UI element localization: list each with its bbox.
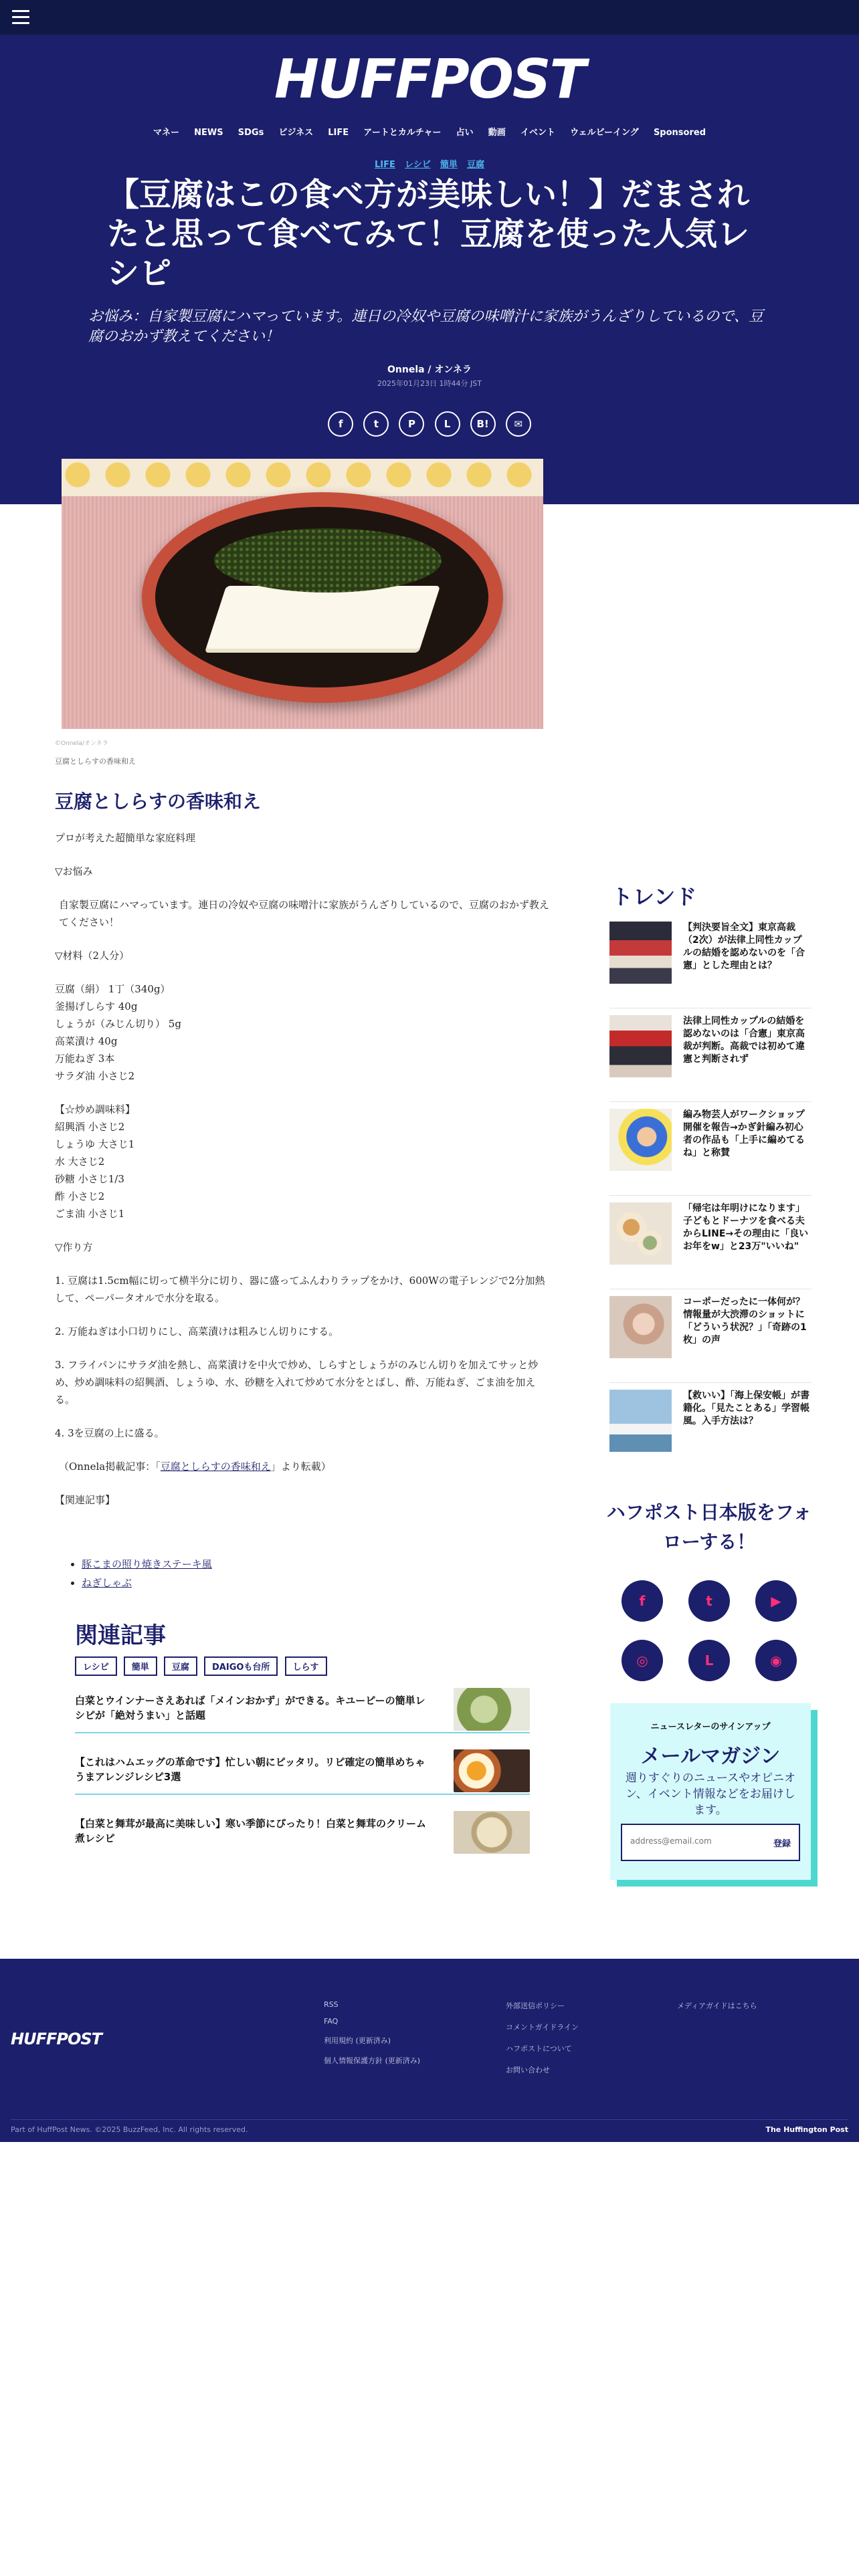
nav-item[interactable]: マネー xyxy=(153,128,179,138)
trend-item[interactable] xyxy=(609,922,812,1008)
article-body xyxy=(55,829,550,1509)
hatena-icon[interactable]: B! xyxy=(470,411,496,437)
facebook-icon[interactable]: f xyxy=(622,1580,663,1622)
article-headline: 【豆腐はこの食べ方が美味しい！】だまされたと思って食べてみて！豆腐を使った人気レシピ xyxy=(107,176,750,292)
footer-link[interactable]: コメントガイドライン xyxy=(506,2023,579,2032)
nav-item[interactable]: 占い xyxy=(456,128,474,138)
step-item: 3. フライパンにサラダ油を熱し、高菜漬けを中火で炒め、しらすとしょうがのみじん切りを加えてサッと炒め、炒め調味料の紹興酒、しょうゆ、水、砂糖を入れて炒めて水分をとばし、酢、万能ねぎ、ごま油を加える。 xyxy=(55,1359,539,1406)
trend-thumbnail[interactable] xyxy=(609,1390,672,1452)
pinterest-icon[interactable]: P xyxy=(399,411,424,437)
footer-link[interactable]: 外部送信ポリシー xyxy=(506,2002,565,2010)
instagram-icon[interactable]: ◎ xyxy=(622,1640,663,1681)
newsletter-description: 週りすぐりのニュースやオピニオン、イベント情報などをお届けします。 xyxy=(625,1772,796,1817)
tag-link[interactable]: レシピ xyxy=(405,160,431,170)
footer-link[interactable]: 利用規約 (更新済み) xyxy=(324,2036,391,2045)
step-item: 2. 万能ねぎは小口切りにし、高菜漬けは粗みじん切りにする。 xyxy=(55,1325,339,1337)
podcast-icon[interactable]: ◉ xyxy=(755,1640,797,1681)
publish-date: 2025年01月23日 1時44分 JST xyxy=(377,379,482,388)
topic-chip[interactable]: DAIGOも台所 xyxy=(204,1656,278,1676)
related-item-title[interactable]: 【白菜と舞茸が最高に美味しい】寒い季節にぴったり！白菜と舞茸のクリーム煮レシピ xyxy=(75,1818,427,1844)
seasoning-item: 砂糖 小さじ1/3 xyxy=(55,1173,124,1185)
article-photo xyxy=(62,459,543,729)
footer-link[interactable]: ハフポストについて xyxy=(506,2044,572,2053)
trend-thumbnail[interactable] xyxy=(609,1202,672,1265)
main-nav xyxy=(0,125,859,138)
nav-item[interactable]: 動画 xyxy=(488,128,506,138)
related-item[interactable] xyxy=(75,1811,530,1856)
photo-caption: 豆腐としらすの香味和え xyxy=(55,757,136,766)
hamburger-icon[interactable] xyxy=(12,10,31,25)
nav-item[interactable]: SDGs xyxy=(237,128,264,138)
related-thumbnail[interactable] xyxy=(454,1688,530,1731)
footer-link[interactable]: FAQ xyxy=(324,2017,339,2026)
seasoning-item: 酢 小さじ2 xyxy=(55,1190,105,1202)
trend-item-title[interactable]: 「帰宅は年明けになります」子どもとドーナツを食べる夫からLINE→その理由に「良いお年をw」と23万"いいね" xyxy=(683,1203,809,1252)
trend-thumbnail[interactable] xyxy=(609,1015,672,1077)
trend-item-title[interactable]: 【判決要旨全文】東京高裁（2次）が法律上同性カップルの結婚を認めないのを「合憲」とした理由とは？ xyxy=(683,922,805,971)
related-thumbnail[interactable] xyxy=(454,1811,530,1854)
topic-chip[interactable]: 豆腐 xyxy=(164,1656,197,1676)
seasoning-item: ごま油 小さじ1 xyxy=(55,1208,125,1220)
line-icon[interactable]: L xyxy=(688,1640,730,1681)
worry-text: 自家製豆腐にハマっています。連日の冷奴や豆腐の味噌汁に家族がうんざりしているので、豆腐のおかず教えてください！ xyxy=(59,899,549,928)
seasoning-item: しょうゆ 大さじ1 xyxy=(55,1138,135,1150)
tag-link[interactable]: 豆腐 xyxy=(467,160,485,170)
subscribe-button[interactable]: 登録 xyxy=(773,1839,791,1849)
related-link[interactable]: 豚こまの照り焼きステーキ風 xyxy=(82,1558,212,1570)
trend-item[interactable] xyxy=(609,1296,812,1383)
trend-title: トレンド xyxy=(611,884,697,909)
nav-item[interactable]: ビジネス xyxy=(278,128,314,138)
source-link[interactable]: 豆腐としらすの香味和え xyxy=(160,1461,271,1473)
related-link-list xyxy=(68,1555,212,1592)
intro-text: プロが考えた超簡単な家庭料理 xyxy=(55,832,196,844)
nav-item[interactable]: LIFE xyxy=(328,128,349,138)
footer-brand[interactable]: The Huffington Post xyxy=(765,2125,848,2134)
related-item[interactable] xyxy=(75,1688,530,1733)
tag-link[interactable]: 簡単 xyxy=(440,160,458,170)
related-link[interactable]: ねぎしゃぶ xyxy=(82,1577,132,1589)
ingredient-item: 釜揚げしらす 40g xyxy=(55,1000,138,1012)
step-item: 1. 豆腐は1.5cm幅に切って横半分に切り、器に盛ってふんわりラップをかけ、600Wの電子レンジで2分加熱して、ペーパータオルで水分を取る。 xyxy=(55,1275,545,1304)
topic-chips xyxy=(75,1656,530,1676)
footer-logo[interactable]: HUFFPOST xyxy=(11,2030,102,2048)
related-item[interactable] xyxy=(75,1749,530,1795)
source-line: （Onnela掲載記事：「豆腐としらすの香味和え」より転載） xyxy=(59,1461,331,1473)
trend-item[interactable] xyxy=(609,1390,812,1477)
facebook-icon[interactable]: f xyxy=(328,411,353,437)
newsletter-form xyxy=(621,1824,800,1861)
article-subhead: お悩み：自家製豆腐にハマっています。連日の冷奴や豆腐の味噌汁に家族がうんざりしているので、豆腐のおかず教えてください！ xyxy=(88,308,763,345)
newsletter-title: メールマガジン xyxy=(640,1745,781,1768)
footer-link[interactable]: メディアガイドはこちら xyxy=(677,2002,757,2010)
author-name[interactable]: Onnela / オンネラ xyxy=(387,364,472,375)
trend-item[interactable] xyxy=(609,1015,812,1102)
worry-heading: ▽お悩み xyxy=(55,865,93,877)
site-logo[interactable]: HUFFPOST xyxy=(274,48,585,110)
ingredient-item: サラダ油 小さじ2 xyxy=(55,1070,135,1082)
footer-link[interactable]: お問い合わせ xyxy=(506,2066,550,2074)
ingredient-item: 高菜漬け 40g xyxy=(55,1035,118,1047)
twitter-icon[interactable]: t xyxy=(363,411,389,437)
step-item: 4. 3を豆腐の上に盛る。 xyxy=(55,1427,165,1439)
footer-link[interactable]: RSS xyxy=(324,2000,339,2009)
follow-title: ハフポスト日本版をフォローする！ xyxy=(606,1501,812,1553)
trend-item-title[interactable]: 【救いい】「海上保安帳」が書籍化。「見たことある」学習帳風。入手方法は？ xyxy=(683,1390,809,1426)
ingredient-item: 万能ねぎ 3本 xyxy=(55,1053,115,1065)
seasoning-item: 紹興酒 小さじ2 xyxy=(55,1121,125,1133)
site-footer xyxy=(0,1959,859,2142)
email-field[interactable] xyxy=(630,1836,751,1846)
trend-item-title[interactable]: 法律上同性カップルの結婚を認めないのは「合憲」東京高裁が判断。高裁では初めて違憲と判断されず xyxy=(683,1016,805,1065)
related-item-title[interactable]: 【これはハムエッグの革命です】忙しい朝にピッタリ。リピ確定の簡単めちゃうまアレンジレシピ3選 xyxy=(75,1756,425,1783)
ingredient-item: 豆腐（絹） 1丁（340g） xyxy=(55,983,171,995)
ingredients-heading: ▽材料（2人分） xyxy=(55,950,130,962)
related-thumbnail[interactable] xyxy=(454,1749,530,1792)
trend-thumbnail[interactable] xyxy=(609,1296,672,1358)
copyright: Part of HuffPost News. ©2025 BuzzFeed, Inc. All rights reserved. xyxy=(11,2125,248,2134)
nav-item[interactable]: アートとカルチャー xyxy=(363,128,442,138)
newsletter-box xyxy=(610,1703,811,1880)
article-hero xyxy=(0,35,859,504)
newsletter-label: ニュースレターのサインアップ xyxy=(650,1722,771,1732)
article-tags xyxy=(0,157,859,170)
share-buttons xyxy=(0,411,859,437)
topic-chip[interactable]: 簡単 xyxy=(124,1656,157,1676)
topic-chip[interactable]: しらす xyxy=(285,1656,327,1676)
related-item-title[interactable]: 白菜とウインナーさえあれば「メインおかず」ができる。キユーピーの簡単レシピが「絶対うまい」と話題 xyxy=(75,1695,425,1721)
seasoning-item: 水 大さじ2 xyxy=(55,1156,105,1168)
related-title: 関連記事 xyxy=(75,1622,166,1649)
trend-item[interactable] xyxy=(609,1202,812,1289)
footer-divider xyxy=(11,2119,848,2120)
ingredient-item: しょうが（みじん切り） 5g xyxy=(55,1018,181,1030)
mail-icon[interactable]: ✉ xyxy=(506,411,531,437)
nav-item[interactable]: イベント xyxy=(520,128,555,138)
seasoning-heading: 【☆炒め調味料】 xyxy=(55,1103,136,1115)
trend-item[interactable] xyxy=(609,1109,812,1196)
nav-item[interactable]: ウェルビーイング xyxy=(570,128,639,138)
related-articles xyxy=(75,1617,530,1844)
twitter-icon[interactable]: t xyxy=(688,1580,730,1622)
trend-thumbnail[interactable] xyxy=(609,1109,672,1171)
nav-item[interactable]: Sponsored xyxy=(653,128,706,138)
top-bar xyxy=(0,0,859,35)
trend-thumbnail[interactable] xyxy=(609,922,672,984)
steps-heading: ▽作り方 xyxy=(55,1241,93,1253)
tag-link[interactable]: LIFE xyxy=(374,160,395,170)
related-heading: 【関連記事】 xyxy=(55,1494,116,1506)
recipe-title: 豆腐としらすの香味和え xyxy=(55,790,262,813)
line-icon[interactable]: L xyxy=(435,411,460,437)
youtube-icon[interactable]: ▶ xyxy=(755,1580,797,1622)
trend-item-title[interactable]: 編み物芸人がワークショップ開催を報告→かぎ針編み初心者の作品も「上手に編めてるね」と称賛 xyxy=(683,1109,805,1158)
footer-link[interactable]: 個人情報保護方針 (更新済み) xyxy=(324,2056,421,2065)
photo-credit: ©Onnela/オンネラ xyxy=(55,740,108,747)
trend-item-title[interactable]: コーポーだったに一体何が？情報量が大渋滞のショットに「どういう状況？」「奇跡の1枚」の声 xyxy=(683,1297,807,1346)
nav-item[interactable]: NEWS xyxy=(194,128,223,138)
topic-chip[interactable]: レシピ xyxy=(75,1656,117,1676)
